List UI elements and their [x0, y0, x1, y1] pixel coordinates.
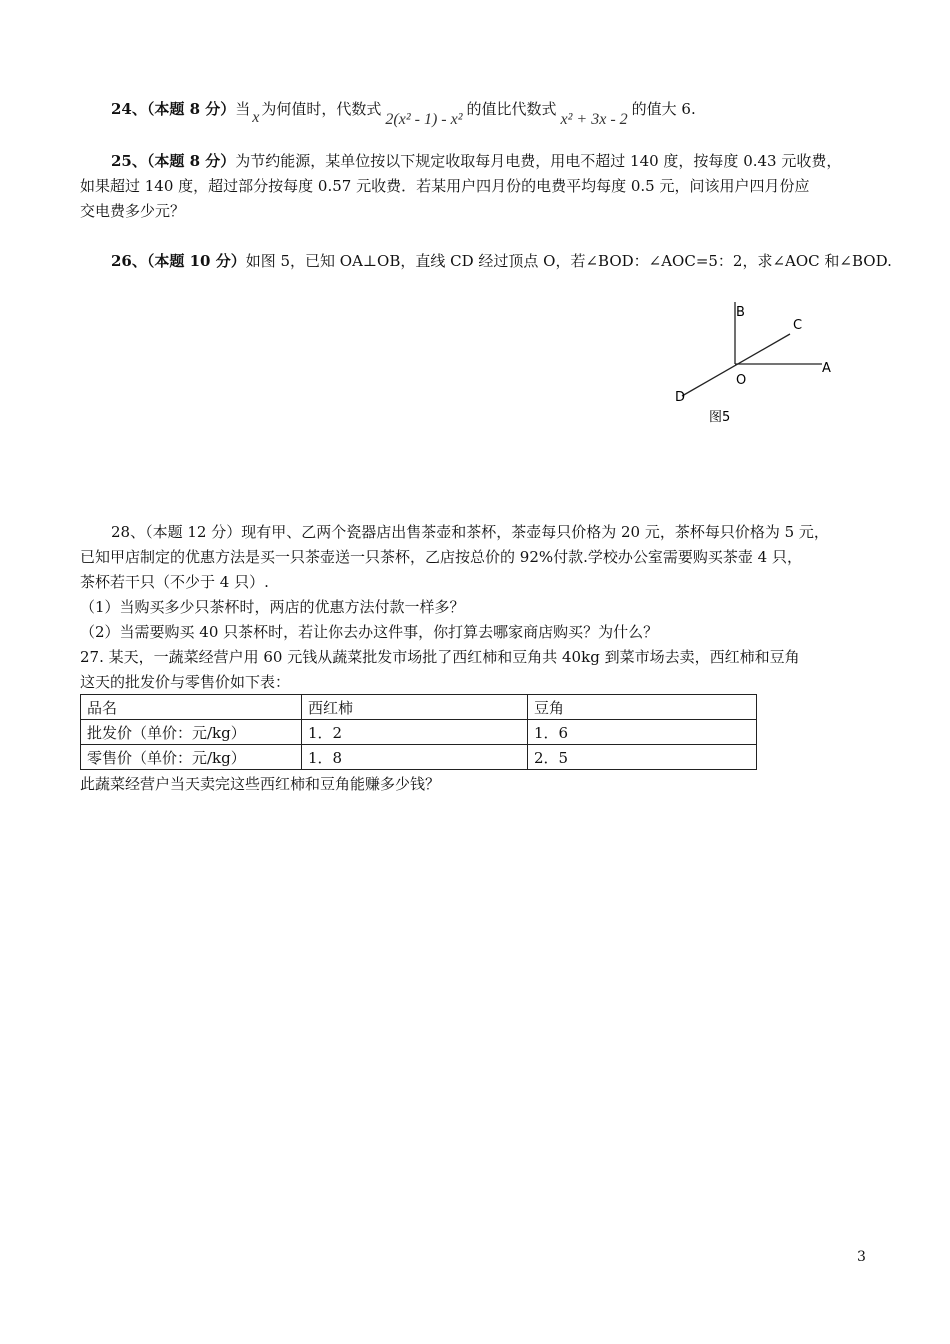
question-27-ask: 此蔬菜经营户当天卖完这些西红柿和豆角能赚多少钱？: [80, 775, 441, 793]
question-score: （本题 12 分）: [145, 523, 242, 541]
question-number: 25、: [111, 152, 147, 170]
question-24: [111, 97, 696, 128]
variable-x: x: [252, 109, 260, 126]
table-cell: 1．6: [528, 720, 757, 745]
table-cell: 批发价（单价：元/kg）: [81, 720, 302, 745]
math-expression-2: x² + 3x - 2: [560, 111, 628, 128]
label-a: A: [822, 361, 831, 376]
question-number: 26、: [111, 252, 147, 270]
math-expression-1: 2(x² - 1) - x²: [385, 111, 463, 128]
question-28-line-2: 已知甲店制定的优惠方法是买一只茶壶送一只茶杯，乙店按总价的 92%付款.学校办公室需要购买茶壶 4 只，: [80, 548, 802, 566]
question-text: 为何值时，代数式: [261, 100, 382, 118]
question-text: 当: [235, 100, 251, 118]
table-cell: 1．8: [302, 745, 528, 770]
question-25-line-2: 如果超过 140 度，超过部分按每度 0.57 元收费．若某用户四月份的电费平均每度 0.5 元，问该用户四月份应: [80, 177, 810, 195]
question-text: 的值比代数式: [466, 100, 557, 118]
question-28-sub-1: （1）当购买多少只茶杯时，两店的优惠方法付款一样多？: [80, 598, 465, 616]
question-26: [111, 249, 892, 273]
question-score: （本题 10 分）: [146, 252, 246, 270]
question-27-line-2: 这天的批发价与零售价如下表：: [80, 673, 291, 691]
label-b: B: [736, 305, 745, 320]
price-table: [80, 694, 757, 770]
question-number: 24、: [111, 100, 147, 118]
label-d: D: [675, 390, 686, 405]
question-28-line-1: [111, 520, 829, 544]
table-header-cell: 西红柿: [302, 695, 528, 720]
question-28-line-3: 茶杯若干只（不少于 4 只）.: [80, 573, 269, 591]
table-cell: 零售价（单价：元/kg）: [81, 745, 302, 770]
figure-caption: 图5: [709, 410, 731, 425]
label-c: C: [793, 318, 803, 333]
page-number: 3: [857, 1249, 866, 1265]
question-27-line-1: 27. 某天，一蔬菜经营户用 60 元钱从蔬菜批发市场批了西红柿和豆角共 40kg 到菜市场去卖，西红柿和豆角: [80, 648, 800, 666]
figure-5-diagram: [672, 292, 842, 432]
table-row: [81, 720, 757, 745]
question-28-sub-2: （2）当需要购买 40 只茶杯时，若让你去办这件事，你打算去哪家商店购买？为什么？: [80, 623, 659, 641]
question-score: （本题 8 分）: [146, 152, 236, 170]
question-score: （本题 8 分）: [146, 100, 236, 118]
question-text: 为节约能源，某单位按以下规定收取每月电费，用电不超过 140 度，按每度 0.43 元收费，: [235, 152, 842, 170]
question-number: 28、: [111, 523, 146, 541]
question-25-line-3: 交电费多少元？: [80, 202, 186, 220]
question-25-line-1: [111, 149, 841, 173]
table-header-row: [81, 695, 757, 720]
question-text: 的值大 6.: [631, 100, 696, 118]
question-text: 现有甲、乙两个瓷器店出售茶壶和茶杯，茶壶每只价格为 20 元，茶杯每只价格为 5 元，: [241, 523, 829, 541]
table-header-cell: 豆角: [528, 695, 757, 720]
table-cell: 2．5: [528, 745, 757, 770]
table-cell: 1．2: [302, 720, 528, 745]
table-header-cell: 品名: [81, 695, 302, 720]
question-text: 如图 5，已知 OA⊥OB，直线 CD 经过顶点 O，若∠BOD：∠AOC=5：2，求∠AOC 和∠BOD.: [245, 252, 892, 270]
table-row: [81, 745, 757, 770]
label-o: O: [736, 373, 747, 388]
